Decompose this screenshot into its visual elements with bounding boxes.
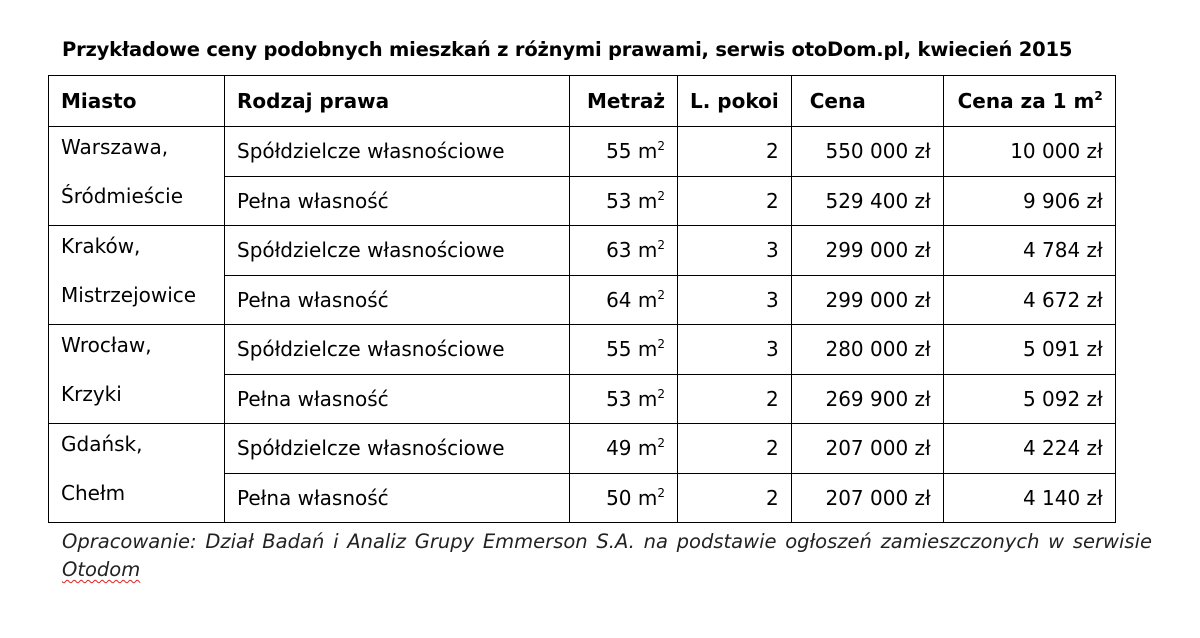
price-cell: 529 400 zł xyxy=(791,176,943,226)
price-table xyxy=(48,75,1116,523)
rooms-cell: 2 xyxy=(678,127,792,177)
area-cell: 55 $m^2$ xyxy=(570,325,678,375)
district-name: Mistrzejowice xyxy=(61,283,197,307)
price-per-m2-cell: 9 906 zł xyxy=(943,176,1115,226)
price-cell: 207 000 zł xyxy=(791,473,943,523)
header-price: Cena xyxy=(791,76,943,127)
area-cell: 63 $m^2$ xyxy=(570,226,678,276)
price-cell: 207 000 zł xyxy=(791,424,943,474)
price-per-m2-cell: 5 092 zł xyxy=(943,374,1115,424)
ownership-type-cell: Pełna własność xyxy=(225,473,570,523)
price-cell: 280 000 zł xyxy=(791,325,943,375)
table-row xyxy=(49,127,1116,177)
area-cell: 50 $m^2$ xyxy=(570,473,678,523)
source-link-word: Otodom xyxy=(62,558,141,581)
area-cell: 53 $m^2$ xyxy=(570,374,678,424)
header-rooms: L. pokoi xyxy=(678,76,792,127)
city-name: Kraków, xyxy=(61,234,141,258)
district-name: Śródmieście xyxy=(61,184,184,208)
area-cell: 49 $m^2$ xyxy=(570,424,678,474)
ownership-type-cell: Pełna własność xyxy=(225,374,570,424)
ownership-type-cell: Pełna własność xyxy=(225,275,570,325)
price-cell: 299 000 zł xyxy=(791,275,943,325)
city-cell xyxy=(49,226,225,325)
table-row xyxy=(49,325,1116,375)
ownership-type-cell: Pełna własność xyxy=(225,176,570,226)
price-per-m2-cell: 10 000 zł xyxy=(943,127,1115,177)
rooms-cell: 2 xyxy=(678,424,792,474)
district-name: Chełm xyxy=(61,481,126,505)
city-name: Warszawa, xyxy=(61,135,169,159)
price-cell: 550 000 zł xyxy=(791,127,943,177)
rooms-cell: 2 xyxy=(678,473,792,523)
header-city: Miasto xyxy=(49,76,225,127)
rooms-cell: 2 xyxy=(678,374,792,424)
rooms-cell: 3 xyxy=(678,226,792,276)
header-price-per-m2: Cena za 1 $m^2$ xyxy=(943,76,1115,127)
rooms-cell: 3 xyxy=(678,325,792,375)
city-cell xyxy=(49,424,225,523)
district-name: Krzyki xyxy=(61,382,122,406)
price-per-m2-cell: 4 140 zł xyxy=(943,473,1115,523)
city-cell xyxy=(49,325,225,424)
ownership-type-cell: Spółdzielcze własnościowe xyxy=(225,424,570,474)
price-per-m2-cell: 4 224 zł xyxy=(943,424,1115,474)
price-cell: 269 900 zł xyxy=(791,374,943,424)
city-name: Gdańsk, xyxy=(61,432,143,456)
source-note: Opracowanie: Dział Badań i Analiz Grupy Emmerson S.A. na podstawie ogłoszeń zamieszczonych w serwisie Otodom xyxy=(62,530,1152,581)
table-row xyxy=(49,226,1116,276)
price-cell: 299 000 zł xyxy=(791,226,943,276)
header-type: Rodzaj prawa xyxy=(225,76,570,127)
ownership-type-cell: Spółdzielcze własnościowe xyxy=(225,226,570,276)
table-title: Przykładowe ceny podobnych mieszkań z różnymi prawami, serwis otoDom.pl, kwiecień 2015 xyxy=(62,38,1073,61)
header-row xyxy=(49,76,1116,127)
area-cell: 53 $m^2$ xyxy=(570,176,678,226)
rooms-cell: 3 xyxy=(678,275,792,325)
rooms-cell: 2 xyxy=(678,176,792,226)
area-cell: 64 $m^2$ xyxy=(570,275,678,325)
header-area: Metraż xyxy=(570,76,678,127)
table-row xyxy=(49,424,1116,474)
price-per-m2-cell: 5 091 zł xyxy=(943,325,1115,375)
ownership-type-cell: Spółdzielcze własnościowe xyxy=(225,325,570,375)
ownership-type-cell: Spółdzielcze własnościowe xyxy=(225,127,570,177)
price-per-m2-cell: 4 784 zł xyxy=(943,226,1115,276)
city-name: Wrocław, xyxy=(61,333,152,357)
price-per-m2-cell: 4 672 zł xyxy=(943,275,1115,325)
city-cell xyxy=(49,127,225,226)
area-cell: 55 $m^2$ xyxy=(570,127,678,177)
